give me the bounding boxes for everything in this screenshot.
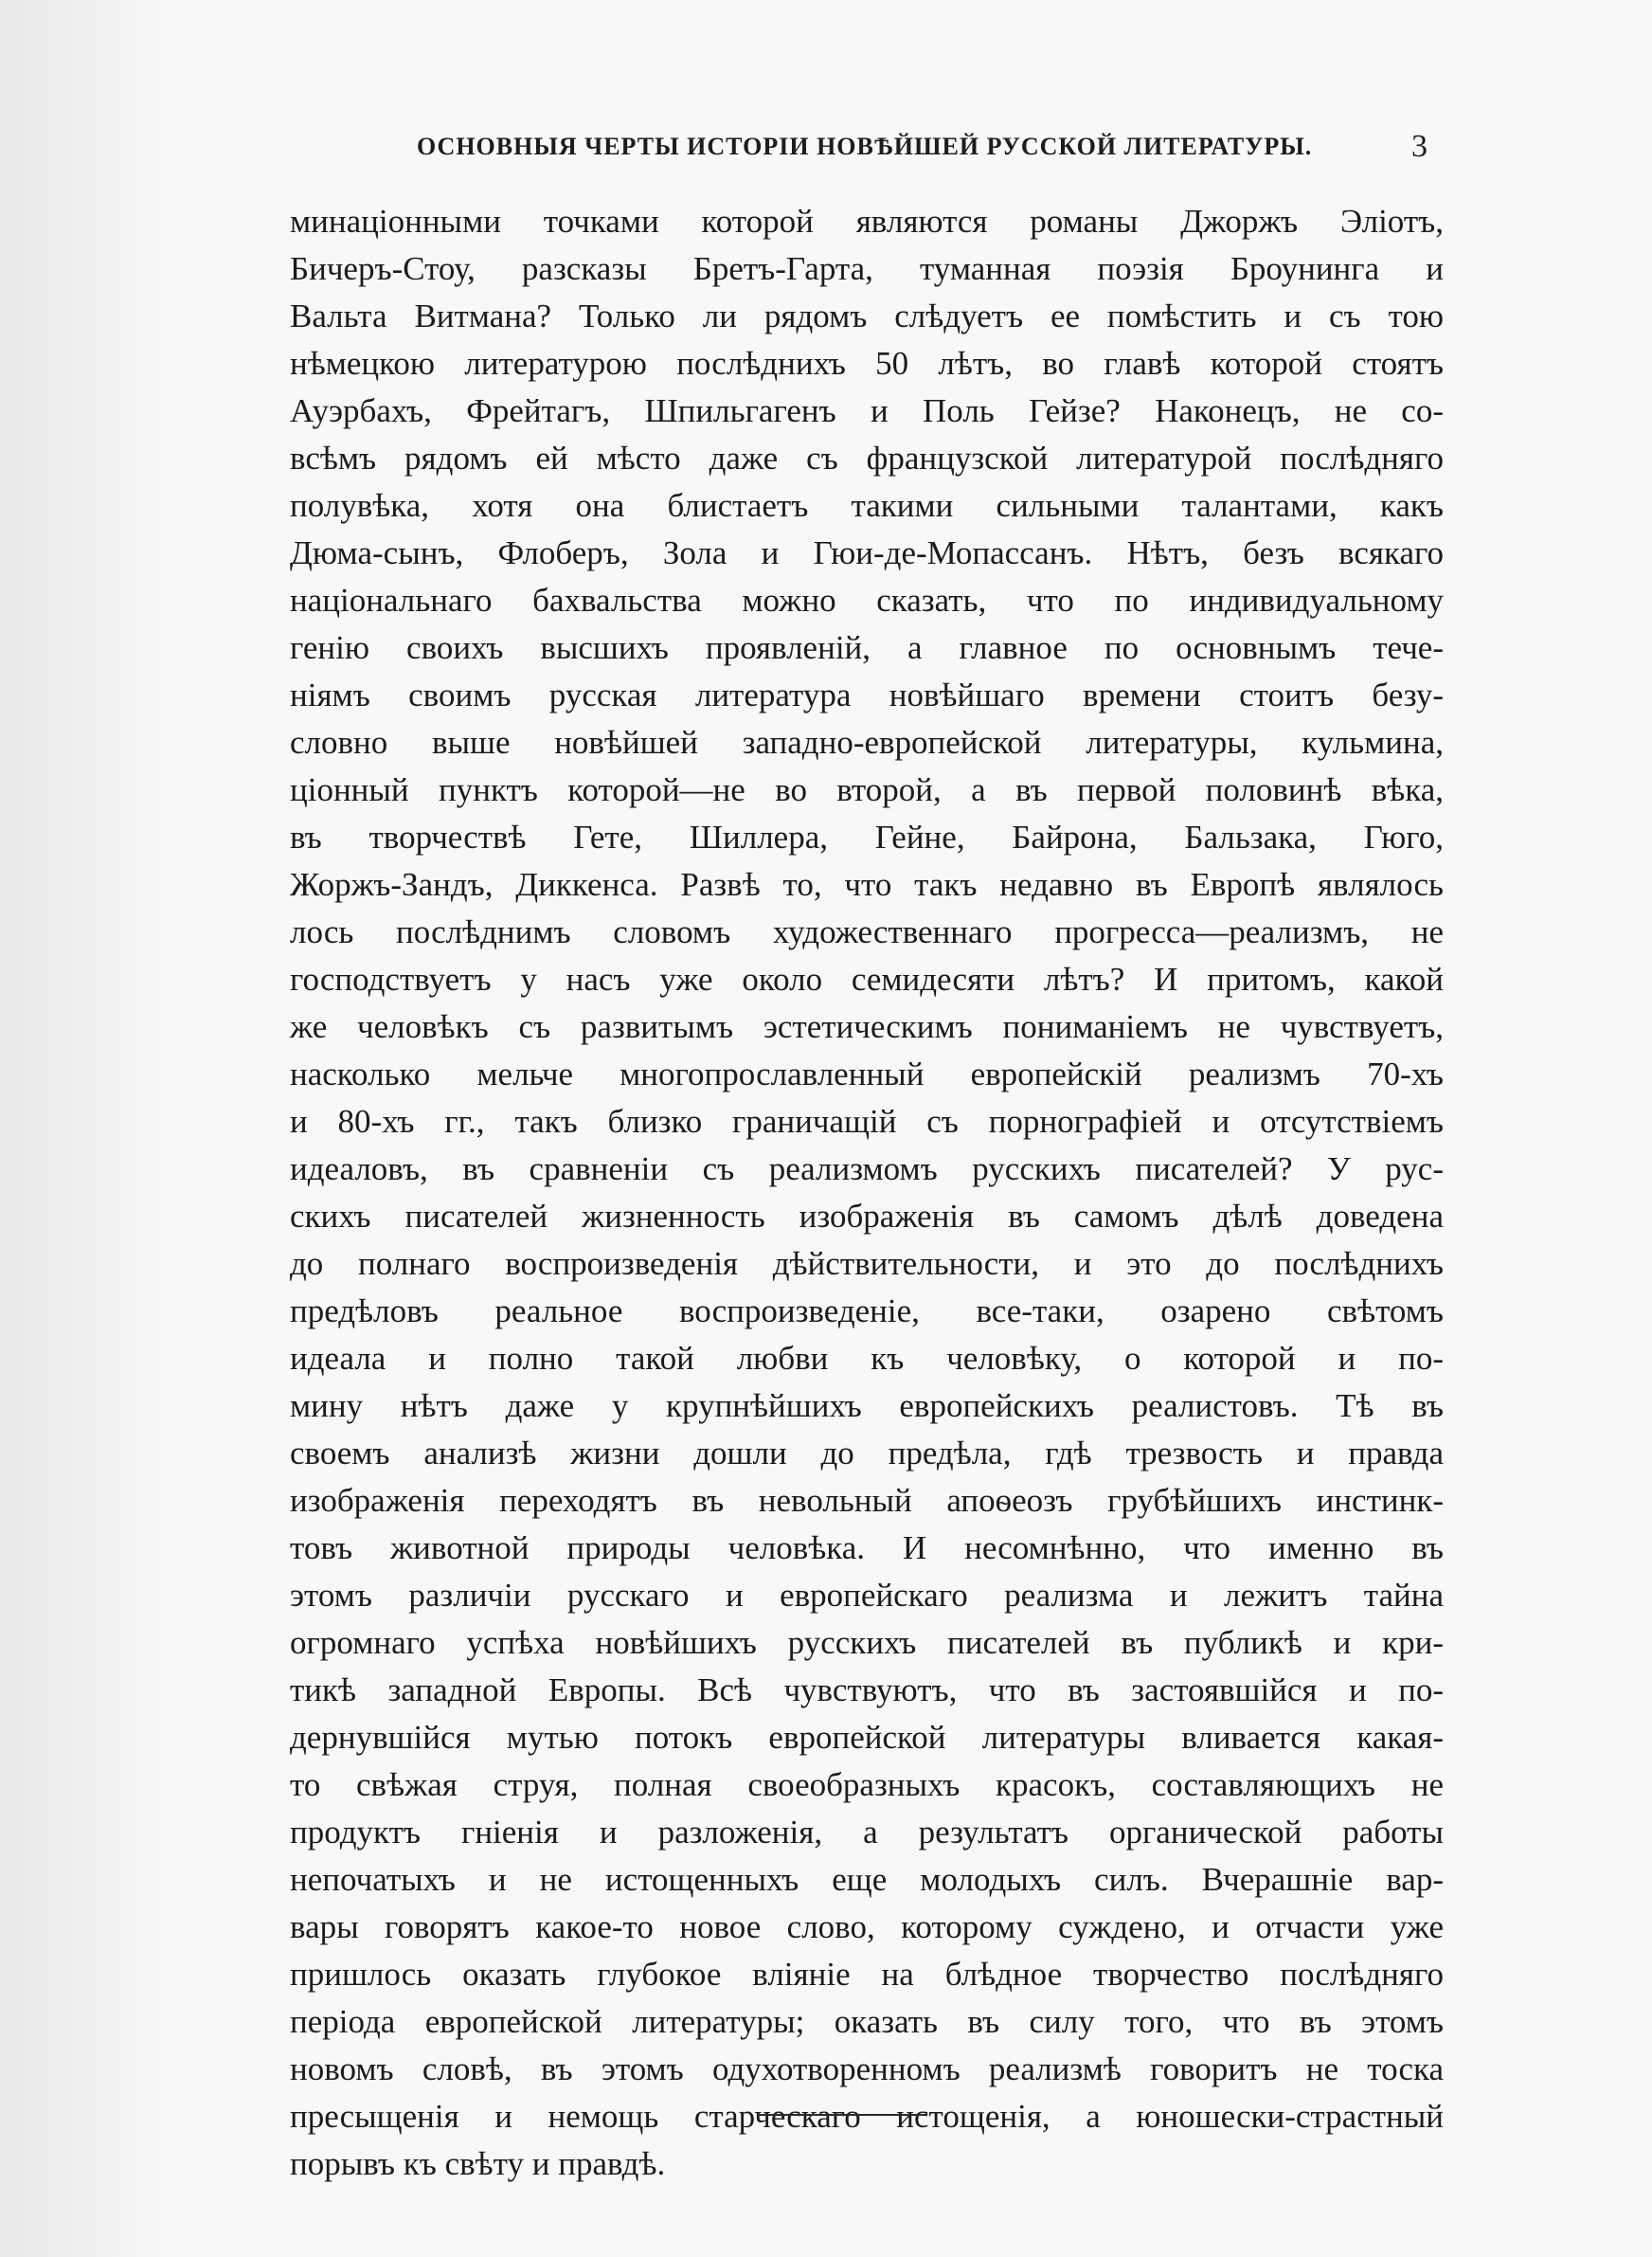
- text-line: лось послѣднимъ словомъ художественнаго прогресса—реализмъ, не: [290, 913, 1444, 950]
- text-line: Дюма-сынъ, Флоберъ, Зола и Гюи-де-Мопассанъ. Нѣтъ, безъ всякаго: [290, 534, 1444, 571]
- text-line: предѣловъ реальное воспроизведеніе, все-таки, озарено свѣтомъ: [290, 1292, 1444, 1329]
- text-line: господствуетъ у насъ уже около семидесяти лѣтъ? И притомъ, какой: [290, 961, 1444, 998]
- text-line: продуктъ гніенія и разложенія, а результатъ органической работы: [290, 1814, 1444, 1851]
- text-line: насколько мельче многопрославленный европейскій реализмъ 70-хъ: [290, 1056, 1444, 1092]
- text-line: товъ животной природы человѣка. И несомнѣнно, что именно въ: [290, 1529, 1444, 1566]
- text-line: минаціонными точками которой являются романы Джоржъ Элiотъ,: [290, 203, 1444, 240]
- section-end-rule: [758, 2114, 926, 2116]
- text-line: нѣмецкою литературою послѣднихъ 50 лѣтъ, во главѣ которой стоятъ: [290, 345, 1444, 382]
- text-line: скихъ писателей жизненность изображенія въ самомъ дѣлѣ доведена: [290, 1198, 1444, 1235]
- text-line: вары говорятъ какое-то новое слово, которому суждено, и отчасти уже: [290, 1908, 1444, 1945]
- text-line: полувѣка, хотя она блистаетъ такими сильными талантами, какъ: [290, 487, 1444, 524]
- text-line: дернувшійся мутью потокъ европейской литературы вливается какая-: [290, 1719, 1444, 1756]
- text-line: тикѣ западной Европы. Всѣ чувствуютъ, что въ застоявшійся и по-: [290, 1671, 1444, 1708]
- text-line: пришлось оказать глубокое вліяніе на блѣдное творчество послѣдняго: [290, 1956, 1444, 1993]
- text-line: то свѣжая струя, полная своеобразныхъ красокъ, составляющихъ не: [290, 1766, 1444, 1803]
- page-number: 3: [1411, 129, 1428, 164]
- text-line: и 80-хъ гг., такъ близко граничащій съ порнографіей и отсутствіемъ: [290, 1103, 1444, 1140]
- text-line: пресыщенія и немощь старческаго истощенія, а юношески-страстный: [290, 2098, 1444, 2135]
- text-line: порывъ къ свѣту и правдѣ.: [290, 2145, 666, 2182]
- text-line: генію своихъ высшихъ проявленій, а главное по основнымъ тече-: [290, 629, 1444, 666]
- text-line: ніямъ своимъ русская литература новѣйшаго времени стоитъ безу-: [290, 677, 1444, 713]
- text-line: огромнаго успѣха новѣйшихъ русскихъ писателей въ публикѣ и кри-: [290, 1624, 1444, 1661]
- text-line: этомъ различіи русскаго и европейскаго реализма и лежитъ тайна: [290, 1577, 1444, 1614]
- text-line: новомъ словѣ, въ этомъ одухотворенномъ реализмѣ говоритъ не тоска: [290, 2050, 1444, 2087]
- text-line: Жоржъ-Зандъ, Диккенса. Развѣ то, что такъ недавно въ Европѣ являлось: [290, 866, 1444, 903]
- running-title: ОСНОВНЫЯ ЧЕРТЫ ИСТОРІИ НОВѢЙШЕЙ РУССКОЙ ЛИТЕРАТУРЫ.: [417, 133, 1313, 160]
- text-line: всѣмъ рядомъ ей мѣсто даже съ французской литературой послѣдняго: [290, 440, 1444, 477]
- text-line: Бичеръ-Стоу, разсказы Бретъ-Гарта, туманная поэзія Броунинга и: [290, 250, 1444, 287]
- text-line: ціонный пунктъ которой—не во второй, а въ первой половинѣ вѣка,: [290, 771, 1444, 808]
- text-line: до полнаго воспроизведенія дѣйствительности, и это до послѣднихъ: [290, 1245, 1444, 1282]
- page-gutter-shadow: [0, 0, 175, 2257]
- text-line: Вальта Витмана? Только ли рядомъ слѣдуетъ ее помѣстить и съ тою: [290, 298, 1444, 334]
- text-line: непочатыхъ и не истощенныхъ еще молодыхъ силъ. Вчерашніе вар-: [290, 1861, 1444, 1898]
- body-text: [290, 198, 1444, 2188]
- text-line: изображенія переходятъ въ невольный апоѳеозъ грубѣйшихъ инстинк-: [290, 1482, 1444, 1519]
- text-line: словно выше новѣйшей западно-европейской литературы, кульмина,: [290, 724, 1444, 761]
- text-line: своемъ анализѣ жизни дошли до предѣла, гдѣ трезвость и правда: [290, 1435, 1444, 1472]
- text-line: національнаго бахвальства можно сказать, что по индивидуальному: [290, 582, 1444, 619]
- text-line: Ауэрбахъ, Фрейтагъ, Шпильгагенъ и Поль Гейзе? Наконецъ, не со-: [290, 392, 1444, 429]
- text-line: въ творчествѣ Гете, Шиллера, Гейне, Байрона, Бальзака, Гюго,: [290, 819, 1444, 856]
- text-line: мину нѣтъ даже у крупнѣйшихъ европейскихъ реалистовъ. Тѣ въ: [290, 1387, 1444, 1424]
- text-line: періода европейской литературы; оказать въ силу того, что въ этомъ: [290, 2003, 1444, 2040]
- text-line: идеаловъ, въ сравненіи съ реализмомъ русскихъ писателей? У рус-: [290, 1150, 1444, 1187]
- text-line: идеала и полно такой любви къ человѣку, о которой и по-: [290, 1340, 1444, 1377]
- text-line: же человѣкъ съ развитымъ эстетическимъ пониманіемъ не чувствуетъ,: [290, 1008, 1444, 1045]
